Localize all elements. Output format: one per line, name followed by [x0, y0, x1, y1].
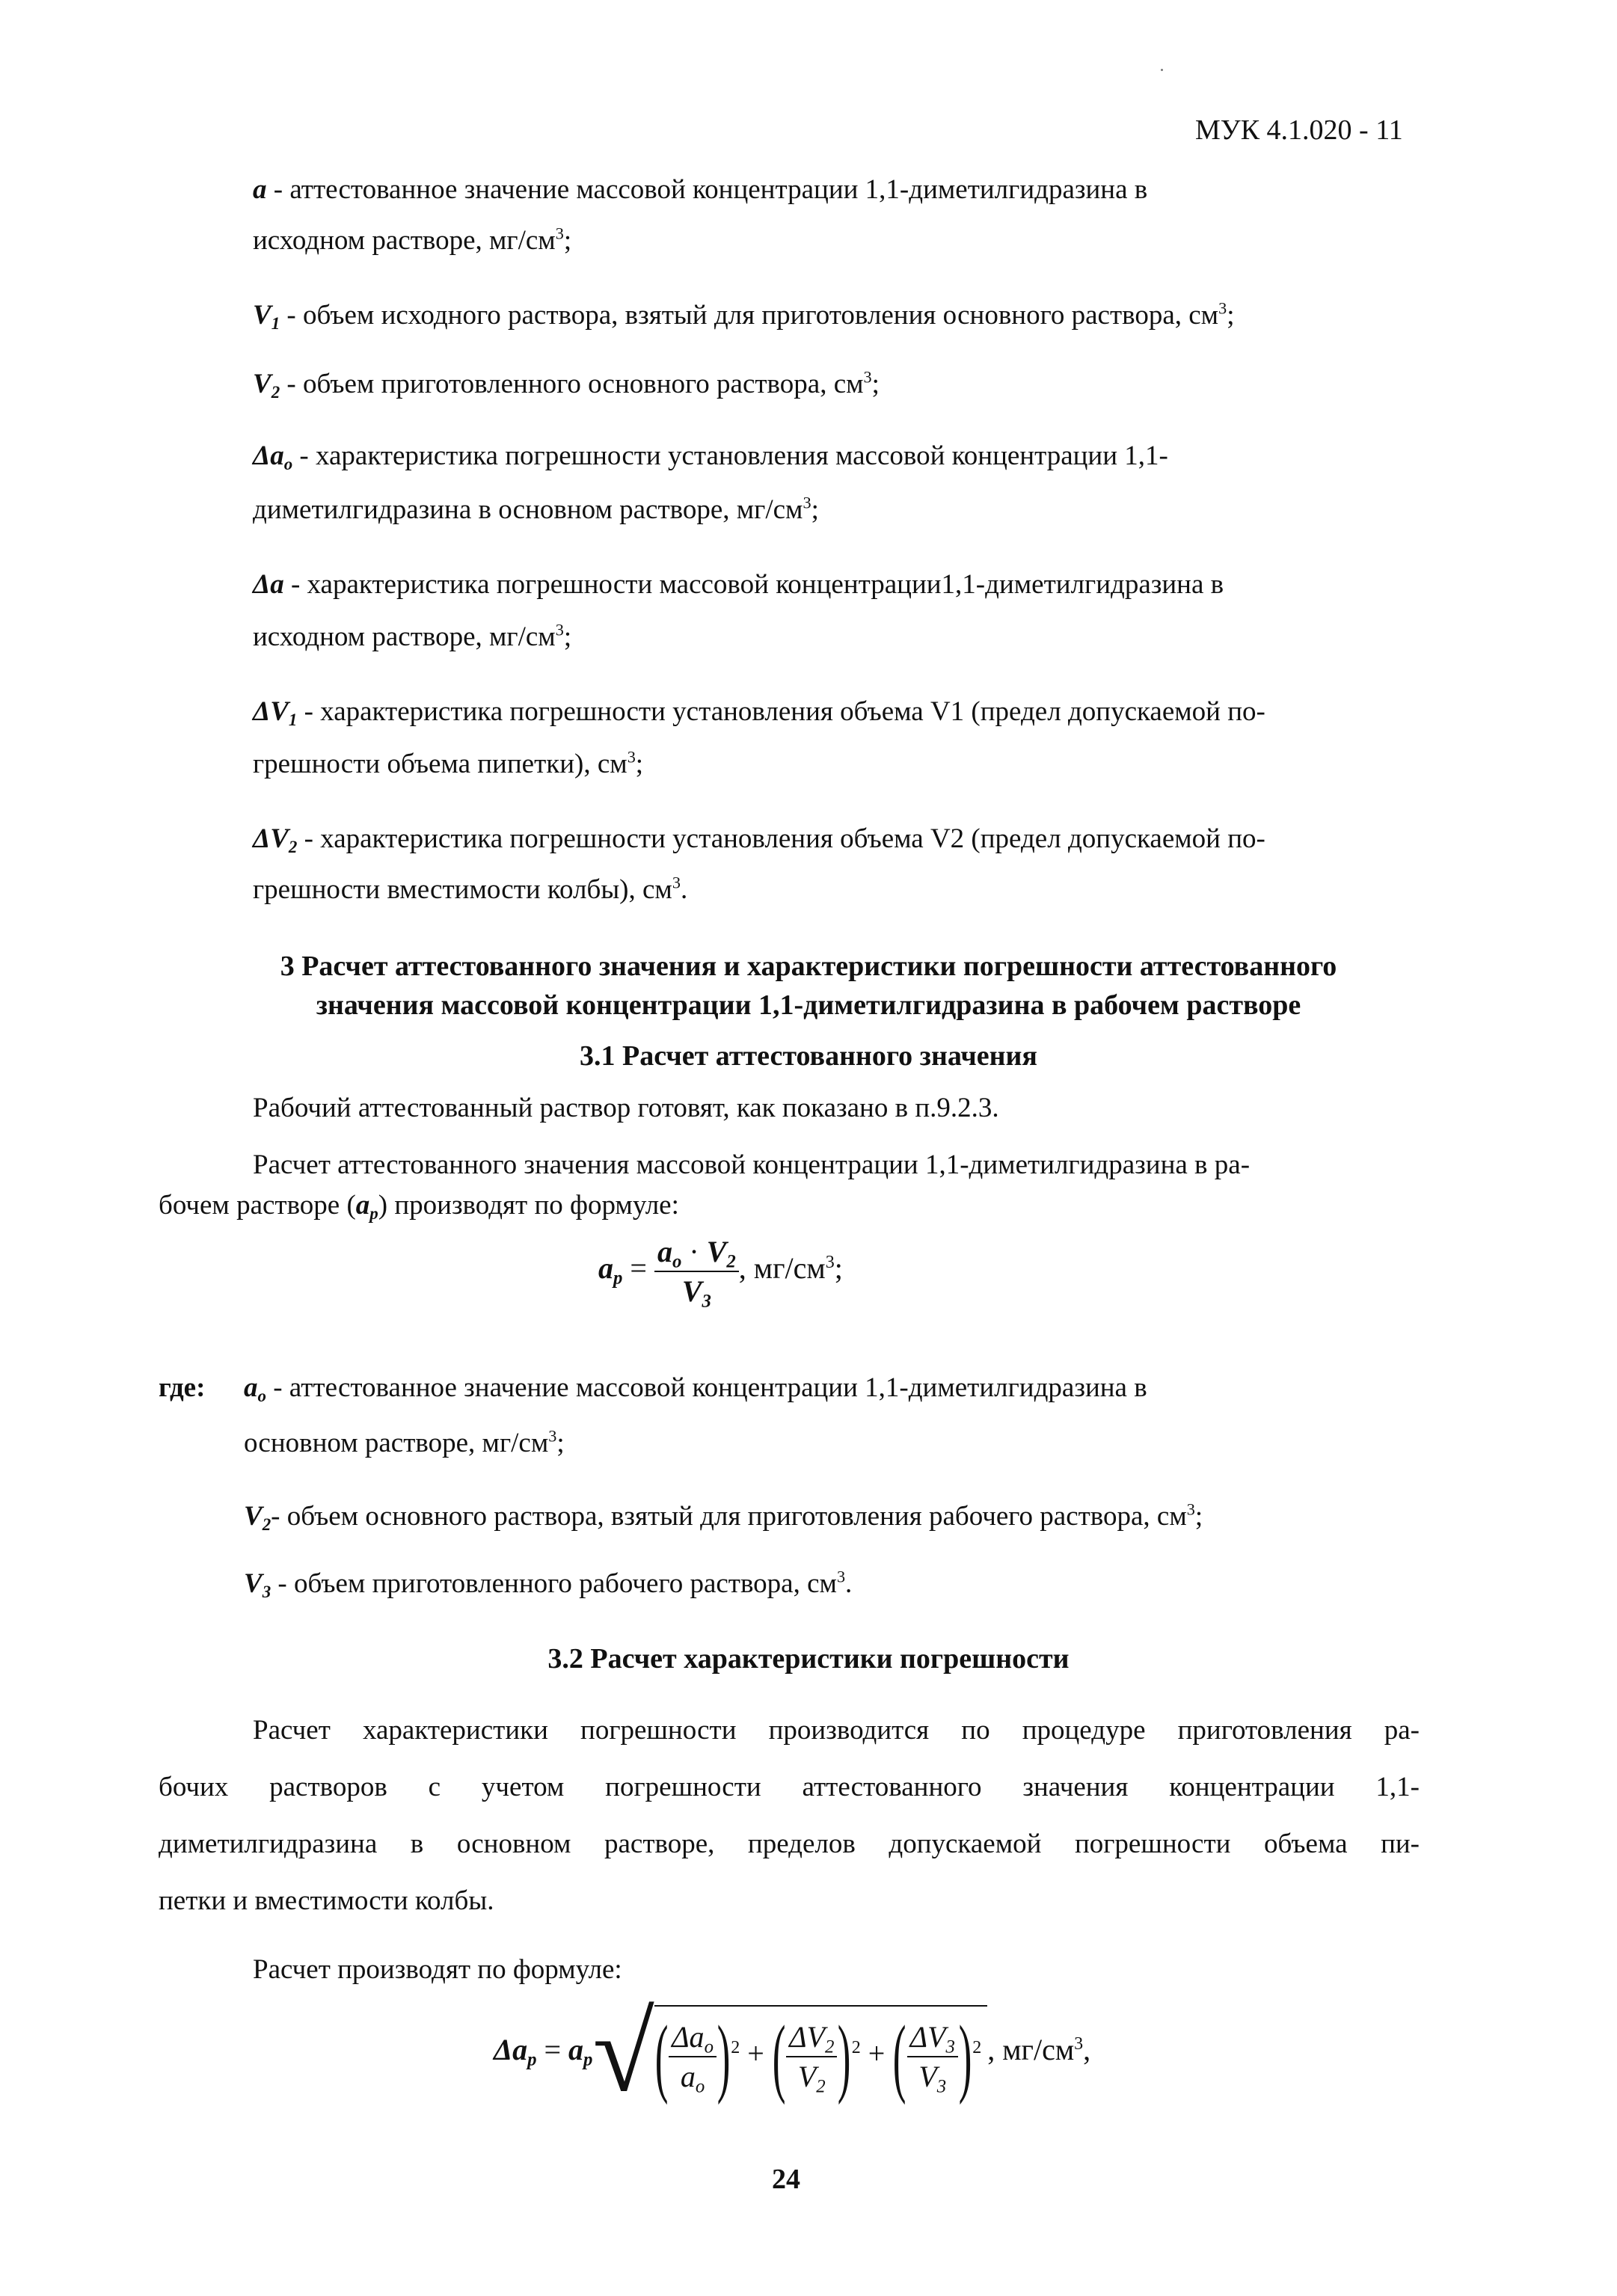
def-a-cont: исходном растворе, $мг/см^3$;: [253, 224, 572, 256]
section-3-1-p1: Рабочий аттестованный раствор готовят, как показано в п.9.2.3.: [253, 1093, 999, 1123]
where-def-ao: $a_o$ - аттестованное значение массовой концентрации 1,1-диметилгидразина в: [244, 1372, 1147, 1405]
def-delta-v2: $\Delta V_2$ - характеристика погрешности установления объема V2 (предел допускаемой по-: [253, 823, 1265, 856]
section-3-1-title: 3.1 Расчет аттестованного значения: [580, 1040, 1037, 1072]
def-delta-v2-cont: грешности вместимости колбы), $см^3$.: [253, 873, 688, 905]
where-label: где:: [159, 1372, 206, 1403]
doc-code: МУК 4.1.020 - 11: [1195, 114, 1403, 146]
where-def-v2: $V_2-$ объем основного раствора, взятый для приготовления рабочего раствора, $см^3$;: [244, 1500, 1203, 1534]
section-3-2-p1-line2: бочих растворов с учетом погрешности аттестованного значения концентрации 1,1-: [159, 1772, 1420, 1802]
section-3-1-p2-cont: бочем растворе $(a_p)$ производят по формуле:: [159, 1190, 679, 1223]
section-3-2-p2: Расчет производят по формуле:: [253, 1954, 622, 1985]
where-def-ao-cont: основном растворе, $мг/см^3$;: [244, 1426, 565, 1458]
page-number: 24: [772, 2164, 800, 2195]
where-def-v3: $V_3$ - объем приготовленного рабочего раствора, $см^3$.: [244, 1567, 853, 1601]
def-delta-a-cont: исходном растворе, $мг/см^3$;: [253, 620, 572, 652]
def-a: a - аттестованное значение массовой концентрации 1,1-диметилгидразина в: [253, 174, 1148, 205]
section-3-2-p1-line1: Расчет характеристики погрешности производится по процедуре приготовления ра-: [253, 1715, 1420, 1746]
section-3-2-title: 3.2 Расчет характеристики погрешности: [547, 1643, 1070, 1675]
section-3-1-p2: Расчет аттестованного значения массовой концентрации 1,1-диметилгидразина в ра-: [253, 1149, 1251, 1180]
scan-speck: [1161, 69, 1163, 71]
section-3-title: 3 Расчет аттестованного значения и характеристики погрешности аттестованного: [280, 951, 1337, 982]
formula-ap: $a_p$ = $\frac{a_o \cdot V_2}{V_3}$ , $мг/см^3$;: [598, 1235, 843, 1312]
formula-delta-ap: $\Delta a_p = a_p√$ ( $\frac{\Delta a_o}{a_o}$ )$^2$ + ( $\frac{\Delta V_2}{V_2}$ )$^2$ + ( $\frac{\Delta V_3}{V_3}$ )$^2$ , $мг/см^3$,: [494, 1991, 1091, 2115]
def-delta-v1: $\Delta V_1$ - характеристика погрешности установления объема V1 (предел допускаемой по-: [253, 696, 1265, 729]
def-v1: $V_1$ - объем исходного раствора, взятый для приготовления основного раствора, $см^3$;: [253, 298, 1235, 333]
section-3-2-p1-line3: диметилгидразина в основном растворе, пределов допускаемой погрешности объема пи-: [159, 1829, 1420, 1859]
def-delta-ao: $\Delta a_o$ - характеристика погрешности установления массовой концентрации 1,1-: [253, 441, 1168, 473]
def-delta-ao-cont: диметилгидразина в основном растворе, $мг/см^3$;: [253, 493, 819, 525]
section-3-2-p1-line4: петки и вместимости колбы.: [159, 1885, 494, 1916]
def-delta-a: Δa - характеристика погрешности массовой концентрации1,1-диметилгидразина в: [253, 569, 1224, 600]
def-v2: $V_2$ - объем приготовленного основного раствора, $см^3$;: [253, 367, 880, 402]
section-3-title-line2: значения массовой концентрации 1,1-диметилгидразина в рабочем растворе: [316, 989, 1301, 1021]
def-delta-v1-cont: грешности объема пипетки), $см^3$;: [253, 747, 644, 779]
